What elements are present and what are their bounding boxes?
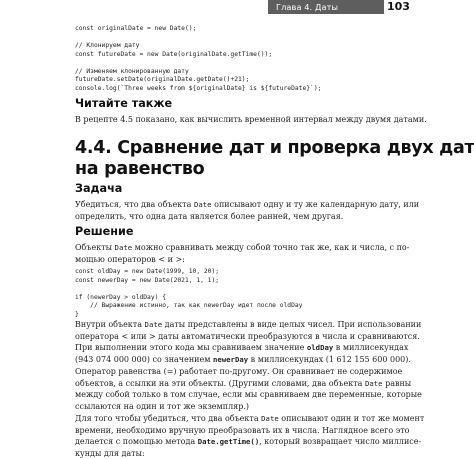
section-title: 4.4. Сравнение дат и проверка двух дат на равенство — [75, 138, 474, 179]
code-line: const newerDay = new Date(2021, 1, 1); — [75, 276, 220, 284]
chapter-title: Глава 4. Даты — [276, 2, 339, 12]
solution-heading: Решение — [75, 225, 134, 238]
see-also-text: В рецепте 4.5 показано, как вычислить временной интервал между двумя датами. — [75, 115, 427, 124]
code-line: // Клонируем дату — [75, 42, 140, 49]
code-listing-compare — [75, 268, 302, 319]
code-listing-top — [75, 25, 321, 93]
task-text: Убедиться, что два объекта Date описывают одну и ту же календарную дату, или определить, что одна дата является более ранней, чем другая. — [75, 200, 420, 221]
paragraph-internal-representation: Внутри объекта Date даты представлены в виде целых чисел. При использовании оператора < или > даты автоматически преобразуются в числа и сравниваются. При выполнении этого кода мы сравниваем значение oldDay в миллисекундах (943 074 000 000) со значением newerDay в миллисекундах (1 612 155 600 000). — [75, 320, 422, 364]
code-line: futureDate.setDate(originalDate.getDate()+21); — [75, 76, 250, 83]
paragraph-equality-operator: Оператор равенства (=) работает по-другому. Он сравнивает не содержимое объектов, а ссылки на эти объекты. (Другими словами, два объекта Date равны между собой только в том случае, если мы сравниваем две переменные, которые ссылаются на один и тот же экземпляр.) — [75, 367, 422, 411]
running-header — [0, 0, 420, 20]
code-line — [75, 34, 321, 43]
code-line — [75, 59, 321, 68]
paragraph-gettime: Для того чтобы убедиться, что два объекта Date описывают один и тот же момент времени, необходимо вручную преобразовать их в числа. Наглядное всего это делается с помощью метода Date.getTime(), который возвращает число миллисе- кунды для даты: — [75, 414, 425, 458]
code-line: if (newerDay > oldDay) { — [75, 293, 166, 301]
code-line: // Изменяем клонированную дату — [75, 67, 189, 75]
see-also-heading: Читайте также — [75, 97, 173, 110]
solution-text: Объекты Date можно сравнивать между собой точно так же, как и числа, с по- мощью операторов < и >: — [75, 243, 410, 264]
code-line: const oldDay = new Date(1999, 10, 20); — [75, 268, 220, 275]
code-line: const futureDate = new Date(originalDate.getTime()); — [75, 50, 273, 58]
code-line: } — [75, 310, 79, 318]
code-line — [75, 285, 302, 294]
code-line: // Выражение истинно, так как newerDay идет после oldDay — [75, 302, 303, 309]
task-heading: Задача — [75, 182, 123, 195]
page-number: 103 — [387, 0, 410, 13]
code-line: const originalDate = new Date(); — [75, 25, 197, 32]
code-line: console.log(`Three weeks from ${originalDate} is ${futureDate}`); — [75, 84, 322, 92]
